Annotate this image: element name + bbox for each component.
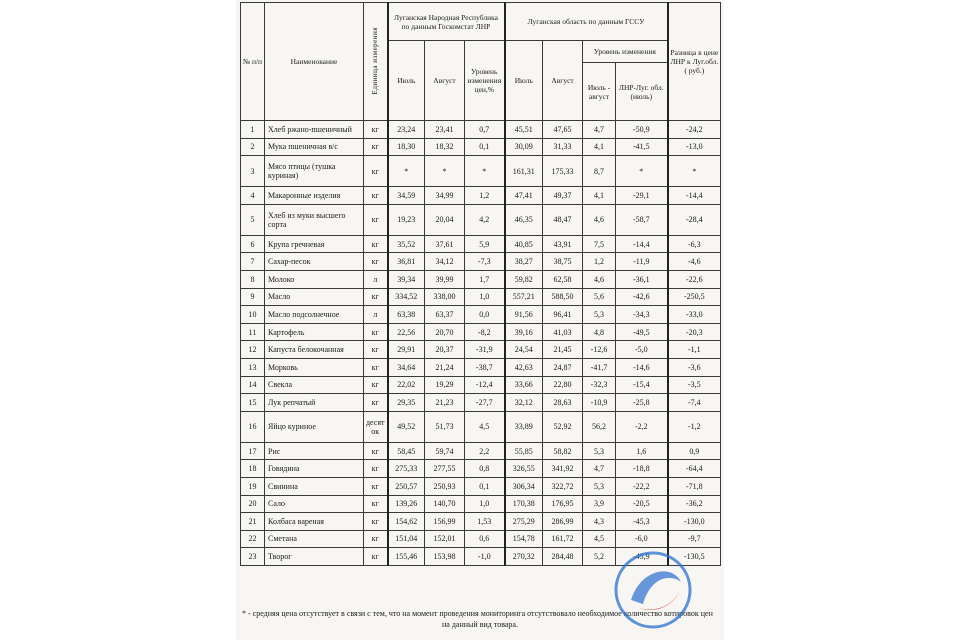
cell-lnr-change: 0,1 — [465, 477, 505, 495]
table-row — [241, 477, 721, 495]
cell-lnr-july: 151,04 — [388, 530, 425, 548]
cell-ua-july: 24,54 — [505, 341, 543, 359]
cell-ua-august: 161,72 — [543, 530, 583, 548]
cell-name: Сало — [265, 495, 364, 513]
change-group-header: Уровень изменения — [583, 41, 668, 63]
cell-lnr-july: 155,46 — [388, 548, 425, 566]
cell-ua-july: 170,38 — [505, 495, 543, 513]
cell-ua-change: 4,1 — [583, 187, 616, 205]
cell-price-diff: -250,5 — [668, 288, 721, 306]
cell-ua-change: 4,6 — [583, 204, 616, 235]
cell-num: 20 — [241, 495, 265, 513]
cell-price-diff: -24,2 — [668, 121, 721, 139]
lnr-vs-lug-header: ЛНР-Луг. обл. (июль) — [616, 63, 668, 121]
cell-ua-july: 59,82 — [505, 270, 543, 288]
table-row — [241, 358, 721, 376]
cell-lnr-change: 1,0 — [465, 288, 505, 306]
cell-lnr-change: 0,8 — [465, 460, 505, 478]
cell-price-diff: -1,2 — [668, 411, 721, 442]
cell-name: Масло подсолнечное — [265, 306, 364, 324]
cell-lnr-august: 153,98 — [425, 548, 465, 566]
cell-unit: кг — [364, 204, 388, 235]
cell-num: 4 — [241, 187, 265, 205]
cell-lnr-vs-lug: -18,8 — [616, 460, 668, 478]
cell-ua-august: 38,75 — [543, 253, 583, 271]
cell-lnr-change: 2,2 — [465, 442, 505, 460]
cell-ua-change: -10,9 — [583, 394, 616, 412]
cell-lnr-july: 23,24 — [388, 121, 425, 139]
cell-ua-change: -41,7 — [583, 358, 616, 376]
cell-name: Рис — [265, 442, 364, 460]
cell-price-diff: -13,0 — [668, 138, 721, 156]
cell-lnr-august: 34,99 — [425, 187, 465, 205]
cell-ua-august: 28,63 — [543, 394, 583, 412]
cell-lnr-august: 37,61 — [425, 235, 465, 253]
ua-group-header: Луганская область по данным ГССУ — [505, 3, 668, 41]
cell-lnr-change: -8,2 — [465, 323, 505, 341]
cell-lnr-vs-lug: -45,3 — [616, 513, 668, 531]
cell-lnr-august: * — [425, 156, 465, 187]
table-row — [241, 270, 721, 288]
cell-unit: кг — [364, 477, 388, 495]
cell-num: 5 — [241, 204, 265, 235]
cell-lnr-vs-lug: -15,4 — [616, 376, 668, 394]
lnr-july-header: Июль — [388, 41, 425, 121]
cell-lnr-august: 19,29 — [425, 376, 465, 394]
cell-num: 17 — [241, 442, 265, 460]
cell-price-diff: -6,3 — [668, 235, 721, 253]
cell-price-diff: -4,6 — [668, 253, 721, 271]
cell-num: 1 — [241, 121, 265, 139]
cell-lnr-july: 34,64 — [388, 358, 425, 376]
cell-lnr-july: * — [388, 156, 425, 187]
cell-lnr-august: 34,12 — [425, 253, 465, 271]
cell-price-diff: -22,6 — [668, 270, 721, 288]
table-row — [241, 323, 721, 341]
lnr-august-header: Август — [425, 41, 465, 121]
cell-lnr-july: 63,38 — [388, 306, 425, 324]
cell-lnr-august: 140,70 — [425, 495, 465, 513]
cell-unit: кг — [364, 442, 388, 460]
cell-unit: кг — [364, 156, 388, 187]
cell-lnr-july: 250,57 — [388, 477, 425, 495]
table-row — [241, 442, 721, 460]
cell-lnr-vs-lug: -6,0 — [616, 530, 668, 548]
footnote-line-2: на данный вид товара. — [442, 620, 518, 629]
cell-name: Капуста белокочанная — [265, 341, 364, 359]
cell-ua-july: 46,35 — [505, 204, 543, 235]
cell-lnr-vs-lug: -2,2 — [616, 411, 668, 442]
table-row — [241, 253, 721, 271]
cell-num: 22 — [241, 530, 265, 548]
cell-ua-august: 31,33 — [543, 138, 583, 156]
table-row — [241, 495, 721, 513]
cell-ua-july: 33,89 — [505, 411, 543, 442]
cell-ua-july: 47,41 — [505, 187, 543, 205]
lnr-group-header: Луганская Народная Республика по данным Госкомстат ЛНР — [388, 3, 505, 41]
ua-august-header: Август — [543, 41, 583, 121]
cell-ua-july: 275,29 — [505, 513, 543, 531]
cell-price-diff: * — [668, 156, 721, 187]
cell-num: 21 — [241, 513, 265, 531]
cell-lnr-vs-lug: -36,1 — [616, 270, 668, 288]
cell-ua-july: 306,34 — [505, 477, 543, 495]
cell-num: 6 — [241, 235, 265, 253]
cell-lnr-july: 29,35 — [388, 394, 425, 412]
table-row — [241, 530, 721, 548]
cell-lnr-vs-lug: -49,5 — [616, 323, 668, 341]
cell-ua-change: -12,6 — [583, 341, 616, 359]
cell-unit: кг — [364, 376, 388, 394]
cell-lnr-vs-lug: -41,5 — [616, 138, 668, 156]
cell-lnr-july: 34,59 — [388, 187, 425, 205]
table-row — [241, 411, 721, 442]
table-body — [241, 121, 721, 566]
cell-unit: кг — [364, 460, 388, 478]
cell-lnr-august: 250,93 — [425, 477, 465, 495]
cell-lnr-august: 20,70 — [425, 323, 465, 341]
table-row — [241, 341, 721, 359]
cell-ua-july: 91,56 — [505, 306, 543, 324]
cell-lnr-august: 23,41 — [425, 121, 465, 139]
price-table — [240, 2, 721, 566]
col-unit-header — [364, 3, 388, 121]
cell-name: Яйцо куриное — [265, 411, 364, 442]
cell-unit: кг — [364, 394, 388, 412]
table-row — [241, 138, 721, 156]
table-row — [241, 460, 721, 478]
cell-price-diff: -71,8 — [668, 477, 721, 495]
cell-ua-july: 161,31 — [505, 156, 543, 187]
cell-num: 7 — [241, 253, 265, 271]
document-sheet — [236, 0, 724, 640]
cell-name: Хлеб из муки высшего сорта — [265, 204, 364, 235]
cell-name: Лук репчатый — [265, 394, 364, 412]
cell-ua-july: 40,85 — [505, 235, 543, 253]
cell-lnr-july: 275,33 — [388, 460, 425, 478]
cell-name: Мука пшеничная в/с — [265, 138, 364, 156]
cell-ua-july: 45,51 — [505, 121, 543, 139]
cell-lnr-august: 39,99 — [425, 270, 465, 288]
cell-lnr-august: 152,01 — [425, 530, 465, 548]
cell-unit: кг — [364, 138, 388, 156]
cell-price-diff: -130,5 — [668, 548, 721, 566]
cell-lnr-vs-lug: -22,2 — [616, 477, 668, 495]
cell-lnr-change: -38,7 — [465, 358, 505, 376]
cell-num: 3 — [241, 156, 265, 187]
cell-name: Картофель — [265, 323, 364, 341]
col-name-header: Наименование — [265, 3, 364, 121]
diff-header: Разница в цене ЛНР к Луг.обл. ( руб.) — [668, 3, 721, 121]
cell-lnr-vs-lug: -20,5 — [616, 495, 668, 513]
cell-ua-august: 22,80 — [543, 376, 583, 394]
cell-ua-july: 42,63 — [505, 358, 543, 376]
cell-ua-august: 96,41 — [543, 306, 583, 324]
cell-ua-july: 55,85 — [505, 442, 543, 460]
cell-ua-august: 322,72 — [543, 477, 583, 495]
table-row — [241, 187, 721, 205]
cell-lnr-change: 5,9 — [465, 235, 505, 253]
cell-lnr-change: -31,9 — [465, 341, 505, 359]
cell-lnr-july: 22,56 — [388, 323, 425, 341]
cell-lnr-august: 277,55 — [425, 460, 465, 478]
cell-ua-change: 5,2 — [583, 548, 616, 566]
cell-price-diff: -7,4 — [668, 394, 721, 412]
cell-lnr-change: 1,7 — [465, 270, 505, 288]
cell-ua-change: 5,3 — [583, 306, 616, 324]
cell-unit: кг — [364, 495, 388, 513]
cell-lnr-vs-lug: 1,6 — [616, 442, 668, 460]
cell-lnr-change: -7,3 — [465, 253, 505, 271]
lnr-change-header: Уровень изменения цен,% — [465, 41, 505, 121]
cell-ua-change: 4,6 — [583, 270, 616, 288]
cell-unit: кг — [364, 253, 388, 271]
cell-price-diff: -36,2 — [668, 495, 721, 513]
cell-price-diff: -1,1 — [668, 341, 721, 359]
table-row — [241, 204, 721, 235]
cell-lnr-august: 59,74 — [425, 442, 465, 460]
cell-ua-change: 4,7 — [583, 121, 616, 139]
cell-ua-august: 588,50 — [543, 288, 583, 306]
cell-lnr-vs-lug: * — [616, 156, 668, 187]
table-row — [241, 156, 721, 187]
cell-price-diff: 0,9 — [668, 442, 721, 460]
cell-lnr-august: 51,73 — [425, 411, 465, 442]
cell-ua-change: 5,3 — [583, 477, 616, 495]
cell-price-diff: -20,3 — [668, 323, 721, 341]
cell-lnr-august: 21,23 — [425, 394, 465, 412]
cell-lnr-july: 29,91 — [388, 341, 425, 359]
cell-lnr-change: -12,4 — [465, 376, 505, 394]
cell-ua-change: 56,2 — [583, 411, 616, 442]
cell-lnr-change: 0,7 — [465, 121, 505, 139]
cell-lnr-change: 4,2 — [465, 204, 505, 235]
cell-lnr-vs-lug: -5,0 — [616, 341, 668, 359]
cell-price-diff: -14,4 — [668, 187, 721, 205]
cell-lnr-august: 18,32 — [425, 138, 465, 156]
cell-ua-august: 175,33 — [543, 156, 583, 187]
table-row — [241, 394, 721, 412]
cell-num: 12 — [241, 341, 265, 359]
cell-ua-august: 176,95 — [543, 495, 583, 513]
col-num-header: № п/п — [241, 3, 265, 121]
cell-lnr-july: 22,02 — [388, 376, 425, 394]
cell-unit: л — [364, 270, 388, 288]
cell-price-diff: -33,0 — [668, 306, 721, 324]
cell-price-diff: -130,0 — [668, 513, 721, 531]
cell-num: 15 — [241, 394, 265, 412]
cell-num: 2 — [241, 138, 265, 156]
cell-price-diff: -3,6 — [668, 358, 721, 376]
cell-lnr-vs-lug: -11,9 — [616, 253, 668, 271]
cell-ua-august: 43,91 — [543, 235, 583, 253]
cell-ua-august: 47,65 — [543, 121, 583, 139]
cell-num: 18 — [241, 460, 265, 478]
cell-ua-august: 49,37 — [543, 187, 583, 205]
cell-ua-august: 58,82 — [543, 442, 583, 460]
july-august-header: Июль - август — [583, 63, 616, 121]
cell-lnr-vs-lug: -14,4 — [616, 235, 668, 253]
cell-ua-change: 4,7 — [583, 460, 616, 478]
cell-unit: кг — [364, 341, 388, 359]
cell-name: Молоко — [265, 270, 364, 288]
cell-lnr-july: 139,26 — [388, 495, 425, 513]
cell-lnr-change: 0,1 — [465, 138, 505, 156]
cell-num: 16 — [241, 411, 265, 442]
cell-lnr-vs-lug: -45,9 — [616, 548, 668, 566]
cell-unit: кг — [364, 358, 388, 376]
table-row — [241, 121, 721, 139]
cell-name: Колбаса вареная — [265, 513, 364, 531]
cell-name: Говядина — [265, 460, 364, 478]
cell-ua-august: 52,92 — [543, 411, 583, 442]
footnote-line-1: * - средняя цена отсутствует в связи с тем, что на момент проведения мониторинга отсутствовало необходимое количество котировок цен — [242, 609, 713, 618]
cell-unit: кг — [364, 288, 388, 306]
cell-ua-change: 4,5 — [583, 530, 616, 548]
cell-price-diff: -3,5 — [668, 376, 721, 394]
cell-ua-change: 4,1 — [583, 138, 616, 156]
cell-ua-change: 4,8 — [583, 323, 616, 341]
cell-name: Макаронные изделия — [265, 187, 364, 205]
cell-lnr-july: 39,34 — [388, 270, 425, 288]
cell-num: 8 — [241, 270, 265, 288]
cell-lnr-change: 1,2 — [465, 187, 505, 205]
cell-unit: кг — [364, 530, 388, 548]
cell-ua-change: 8,7 — [583, 156, 616, 187]
cell-ua-change: 1,2 — [583, 253, 616, 271]
cell-ua-july: 32,12 — [505, 394, 543, 412]
cell-lnr-change: 0,6 — [465, 530, 505, 548]
cell-num: 13 — [241, 358, 265, 376]
cell-unit: десят ок — [364, 411, 388, 442]
unit-header-text: Единица измерения — [371, 26, 380, 95]
cell-lnr-august: 20,37 — [425, 341, 465, 359]
cell-lnr-change: -1,0 — [465, 548, 505, 566]
cell-num: 11 — [241, 323, 265, 341]
cell-lnr-july: 35,52 — [388, 235, 425, 253]
cell-ua-change: 7,5 — [583, 235, 616, 253]
cell-ua-change: 5,6 — [583, 288, 616, 306]
cell-name: Сметана — [265, 530, 364, 548]
cell-lnr-july: 36,81 — [388, 253, 425, 271]
cell-ua-july: 154,78 — [505, 530, 543, 548]
cell-num: 10 — [241, 306, 265, 324]
cell-lnr-vs-lug: -29,1 — [616, 187, 668, 205]
cell-ua-august: 48,47 — [543, 204, 583, 235]
cell-lnr-vs-lug: -14,6 — [616, 358, 668, 376]
cell-name: Мясо птицы (тушка куриная) — [265, 156, 364, 187]
cell-num: 14 — [241, 376, 265, 394]
cell-lnr-july: 154,62 — [388, 513, 425, 531]
cell-name: Морковь — [265, 358, 364, 376]
cell-ua-august: 41,03 — [543, 323, 583, 341]
cell-lnr-vs-lug: -58,7 — [616, 204, 668, 235]
cell-lnr-change: 0,0 — [465, 306, 505, 324]
cell-lnr-vs-lug: -25,8 — [616, 394, 668, 412]
cell-ua-july: 557,21 — [505, 288, 543, 306]
cell-lnr-vs-lug: -50,9 — [616, 121, 668, 139]
cell-lnr-august: 63,37 — [425, 306, 465, 324]
table-row — [241, 376, 721, 394]
cell-num: 19 — [241, 477, 265, 495]
cell-lnr-july: 58,45 — [388, 442, 425, 460]
cell-name: Свинина — [265, 477, 364, 495]
table-row — [241, 235, 721, 253]
watermark-logo-icon — [611, 548, 695, 632]
cell-unit: кг — [364, 235, 388, 253]
cell-ua-august: 62,58 — [543, 270, 583, 288]
cell-name: Крупа гречневая — [265, 235, 364, 253]
cell-price-diff: -9,7 — [668, 530, 721, 548]
cell-name: Хлеб ржано-пшеничный — [265, 121, 364, 139]
cell-name: Масло — [265, 288, 364, 306]
cell-ua-july: 270,32 — [505, 548, 543, 566]
cell-name: Творог — [265, 548, 364, 566]
cell-lnr-change: * — [465, 156, 505, 187]
cell-ua-change: 4,3 — [583, 513, 616, 531]
cell-unit: кг — [364, 513, 388, 531]
ua-july-header: Июль — [505, 41, 543, 121]
cell-unit: л — [364, 306, 388, 324]
cell-ua-august: 284,48 — [543, 548, 583, 566]
cell-lnr-change: -27,7 — [465, 394, 505, 412]
cell-ua-august: 286,99 — [543, 513, 583, 531]
cell-ua-july: 38,27 — [505, 253, 543, 271]
cell-lnr-july: 49,52 — [388, 411, 425, 442]
cell-ua-change: -32,3 — [583, 376, 616, 394]
cell-unit: кг — [364, 323, 388, 341]
cell-lnr-july: 334,52 — [388, 288, 425, 306]
cell-num: 23 — [241, 548, 265, 566]
cell-ua-august: 24,87 — [543, 358, 583, 376]
cell-ua-july: 39,16 — [505, 323, 543, 341]
cell-lnr-august: 20,04 — [425, 204, 465, 235]
cell-ua-august: 21,45 — [543, 341, 583, 359]
cell-price-diff: -28,4 — [668, 204, 721, 235]
cell-lnr-change: 1,53 — [465, 513, 505, 531]
cell-name: Сахар-песок — [265, 253, 364, 271]
cell-lnr-july: 19,23 — [388, 204, 425, 235]
cell-ua-july: 30,09 — [505, 138, 543, 156]
cell-lnr-change: 1,0 — [465, 495, 505, 513]
cell-lnr-august: 21,24 — [425, 358, 465, 376]
cell-lnr-august: 338,00 — [425, 288, 465, 306]
cell-ua-july: 33,66 — [505, 376, 543, 394]
cell-unit: кг — [364, 548, 388, 566]
cell-ua-july: 326,55 — [505, 460, 543, 478]
cell-lnr-july: 18,30 — [388, 138, 425, 156]
cell-unit: кг — [364, 121, 388, 139]
cell-lnr-change: 4,5 — [465, 411, 505, 442]
cell-num: 9 — [241, 288, 265, 306]
cell-lnr-vs-lug: -34,3 — [616, 306, 668, 324]
table-row — [241, 288, 721, 306]
cell-ua-change: 3,9 — [583, 495, 616, 513]
cell-name: Свекла — [265, 376, 364, 394]
cell-price-diff: -64,4 — [668, 460, 721, 478]
cell-ua-change: 5,3 — [583, 442, 616, 460]
cell-ua-august: 341,92 — [543, 460, 583, 478]
table-row — [241, 513, 721, 531]
cell-lnr-vs-lug: -42,6 — [616, 288, 668, 306]
table-row — [241, 306, 721, 324]
cell-lnr-august: 156,99 — [425, 513, 465, 531]
cell-unit: кг — [364, 187, 388, 205]
